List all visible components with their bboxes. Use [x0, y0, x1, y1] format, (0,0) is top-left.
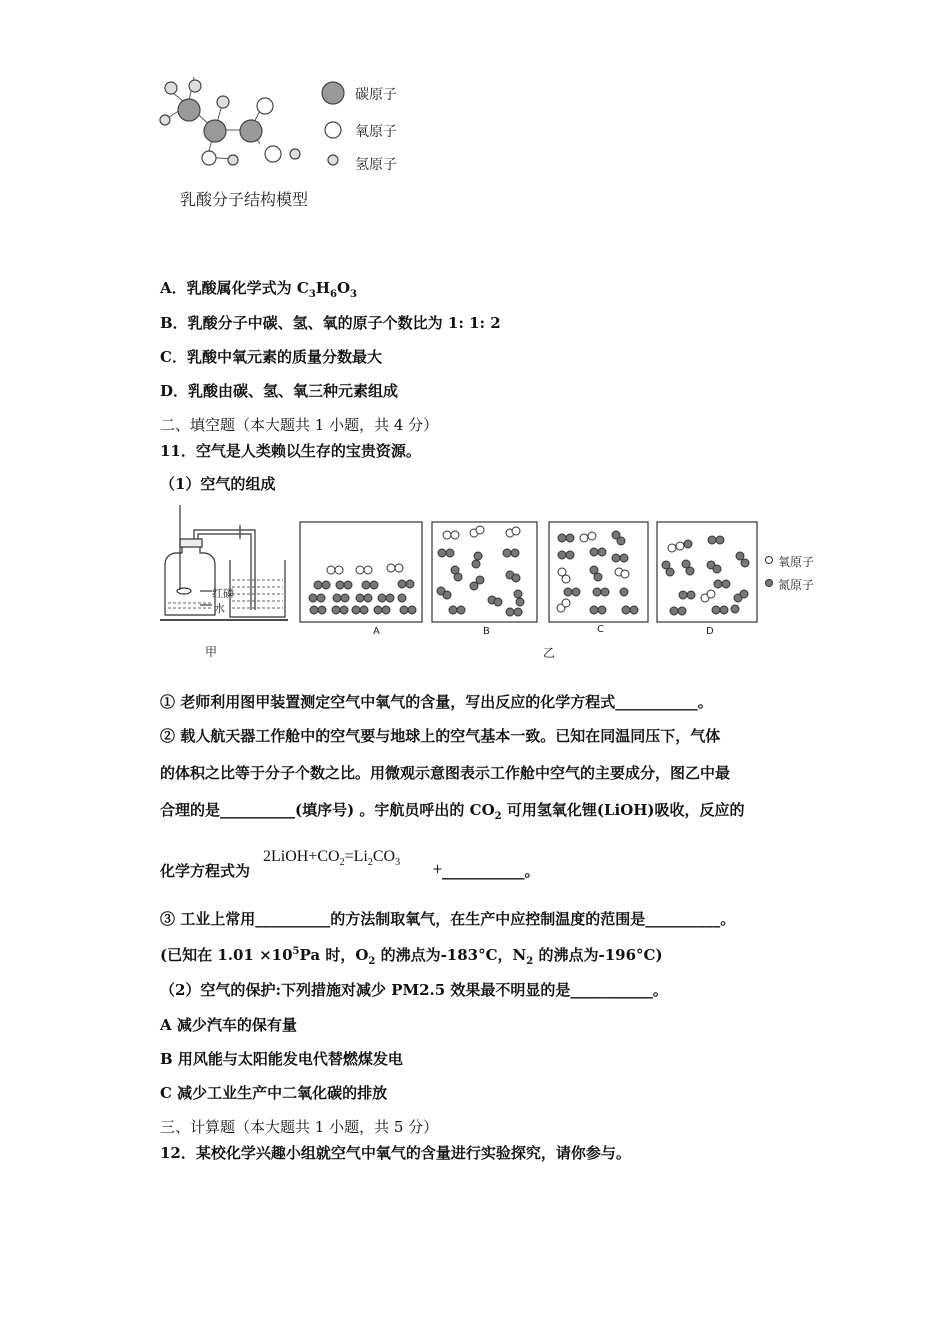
box-label-a: A — [373, 626, 380, 637]
question-1: ① 老师利用图甲装置测定空气中氧气的含量，写出反应的化学方程式___________。 — [160, 693, 713, 711]
option-b: B．乳酸分子中碳、氢、氧的原子个数比为 1: 1: 2 — [160, 314, 501, 332]
equation-lioh: $2LiOH+CO_2=Li_2CO_3$ — [263, 848, 401, 869]
pm-option-b: B 用风能与太阳能发电代替燃煤发电 — [160, 1050, 403, 1068]
label-red-phosphorus: 红磷 — [212, 587, 234, 600]
option-a: A．乳酸属化学式为 $C_3H_6O_3$ — [160, 279, 357, 300]
question-12: 12．某校化学兴趣小组就空气中氧气的含量进行实验探究，请你参与。 — [160, 1144, 631, 1162]
box-label-d: D — [706, 626, 714, 637]
apparatus-diagram — [160, 505, 290, 625]
caption-yi: 乙 — [543, 646, 556, 660]
legend-hydrogen: 氢原子 — [355, 157, 397, 173]
molecule-atoms — [155, 72, 305, 167]
equation-plus: + — [432, 862, 443, 877]
section-2-title: 二、填空题（本大题共 1 小题，共 4 分） — [160, 416, 439, 434]
question-2-line-2: 的体积之比等于分子个数之比。用微观示意图表示工作舱中空气的主要成分，图乙中最 — [160, 764, 731, 782]
box-legend-icons — [763, 552, 775, 592]
molecule-caption: 乳酸分子结构模型 — [180, 190, 309, 209]
legend-oxygen: 氧原子 — [355, 124, 397, 140]
option-c: C．乳酸中氧元素的质量分数最大 — [160, 348, 382, 366]
molecule-legend-icons — [318, 80, 348, 175]
option-d: D．乳酸由碳、氢、氧三种元素组成 — [160, 382, 399, 400]
legend-oxygen-atom: 氧原子 — [778, 555, 815, 569]
label-water: 水 — [214, 602, 225, 615]
caption-jia: 甲 — [205, 645, 218, 659]
question-2-line-3: 合理的是__________(填序号) 。宇航员呼出的 $CO_2$ 可用氢氧化锂(LiOH)吸收，反应的 — [160, 801, 745, 822]
question-2-line-1: ② 载人航天器工作舱中的空气要与地球上的空气基本一致。已知在同温同压下，气体 — [160, 727, 721, 745]
box-label-b: B — [483, 626, 490, 637]
question-11-part-2: （2）空气的保护:下列措施对减少 PM2.5 效果最不明显的是___________。 — [160, 981, 668, 999]
micro-diagram-boxes — [298, 520, 758, 625]
pm-option-a: A 减少汽车的保有量 — [160, 1016, 297, 1034]
box-label-c: C — [597, 624, 604, 635]
legend-carbon: 碳原子 — [355, 87, 397, 103]
question-2-line-4: 化学方程式为 — [160, 862, 251, 880]
question-11-part-1: （1）空气的组成 — [160, 475, 276, 493]
question-11: 11．空气是人类赖以生存的宝贵资源。 — [160, 442, 421, 460]
equation-blank: ___________。 — [442, 862, 540, 880]
question-known-data: (已知在 $1.01 \times 10^5Pa$ 时，$O_2$ 的沸点为-183°C，$N_2$ 的沸点为-196°C) — [160, 946, 663, 967]
legend-nitrogen-atom: 氮原子 — [778, 578, 815, 592]
pm-option-c: C 减少工业生产中二氧化碳的排放 — [160, 1084, 388, 1102]
question-3: ③ 工业上常用__________的方法制取氧气，在生产中应控制温度的范围是__________。 — [160, 910, 736, 928]
section-3-title: 三、计算题（本大题共 1 小题，共 5 分） — [160, 1118, 439, 1136]
